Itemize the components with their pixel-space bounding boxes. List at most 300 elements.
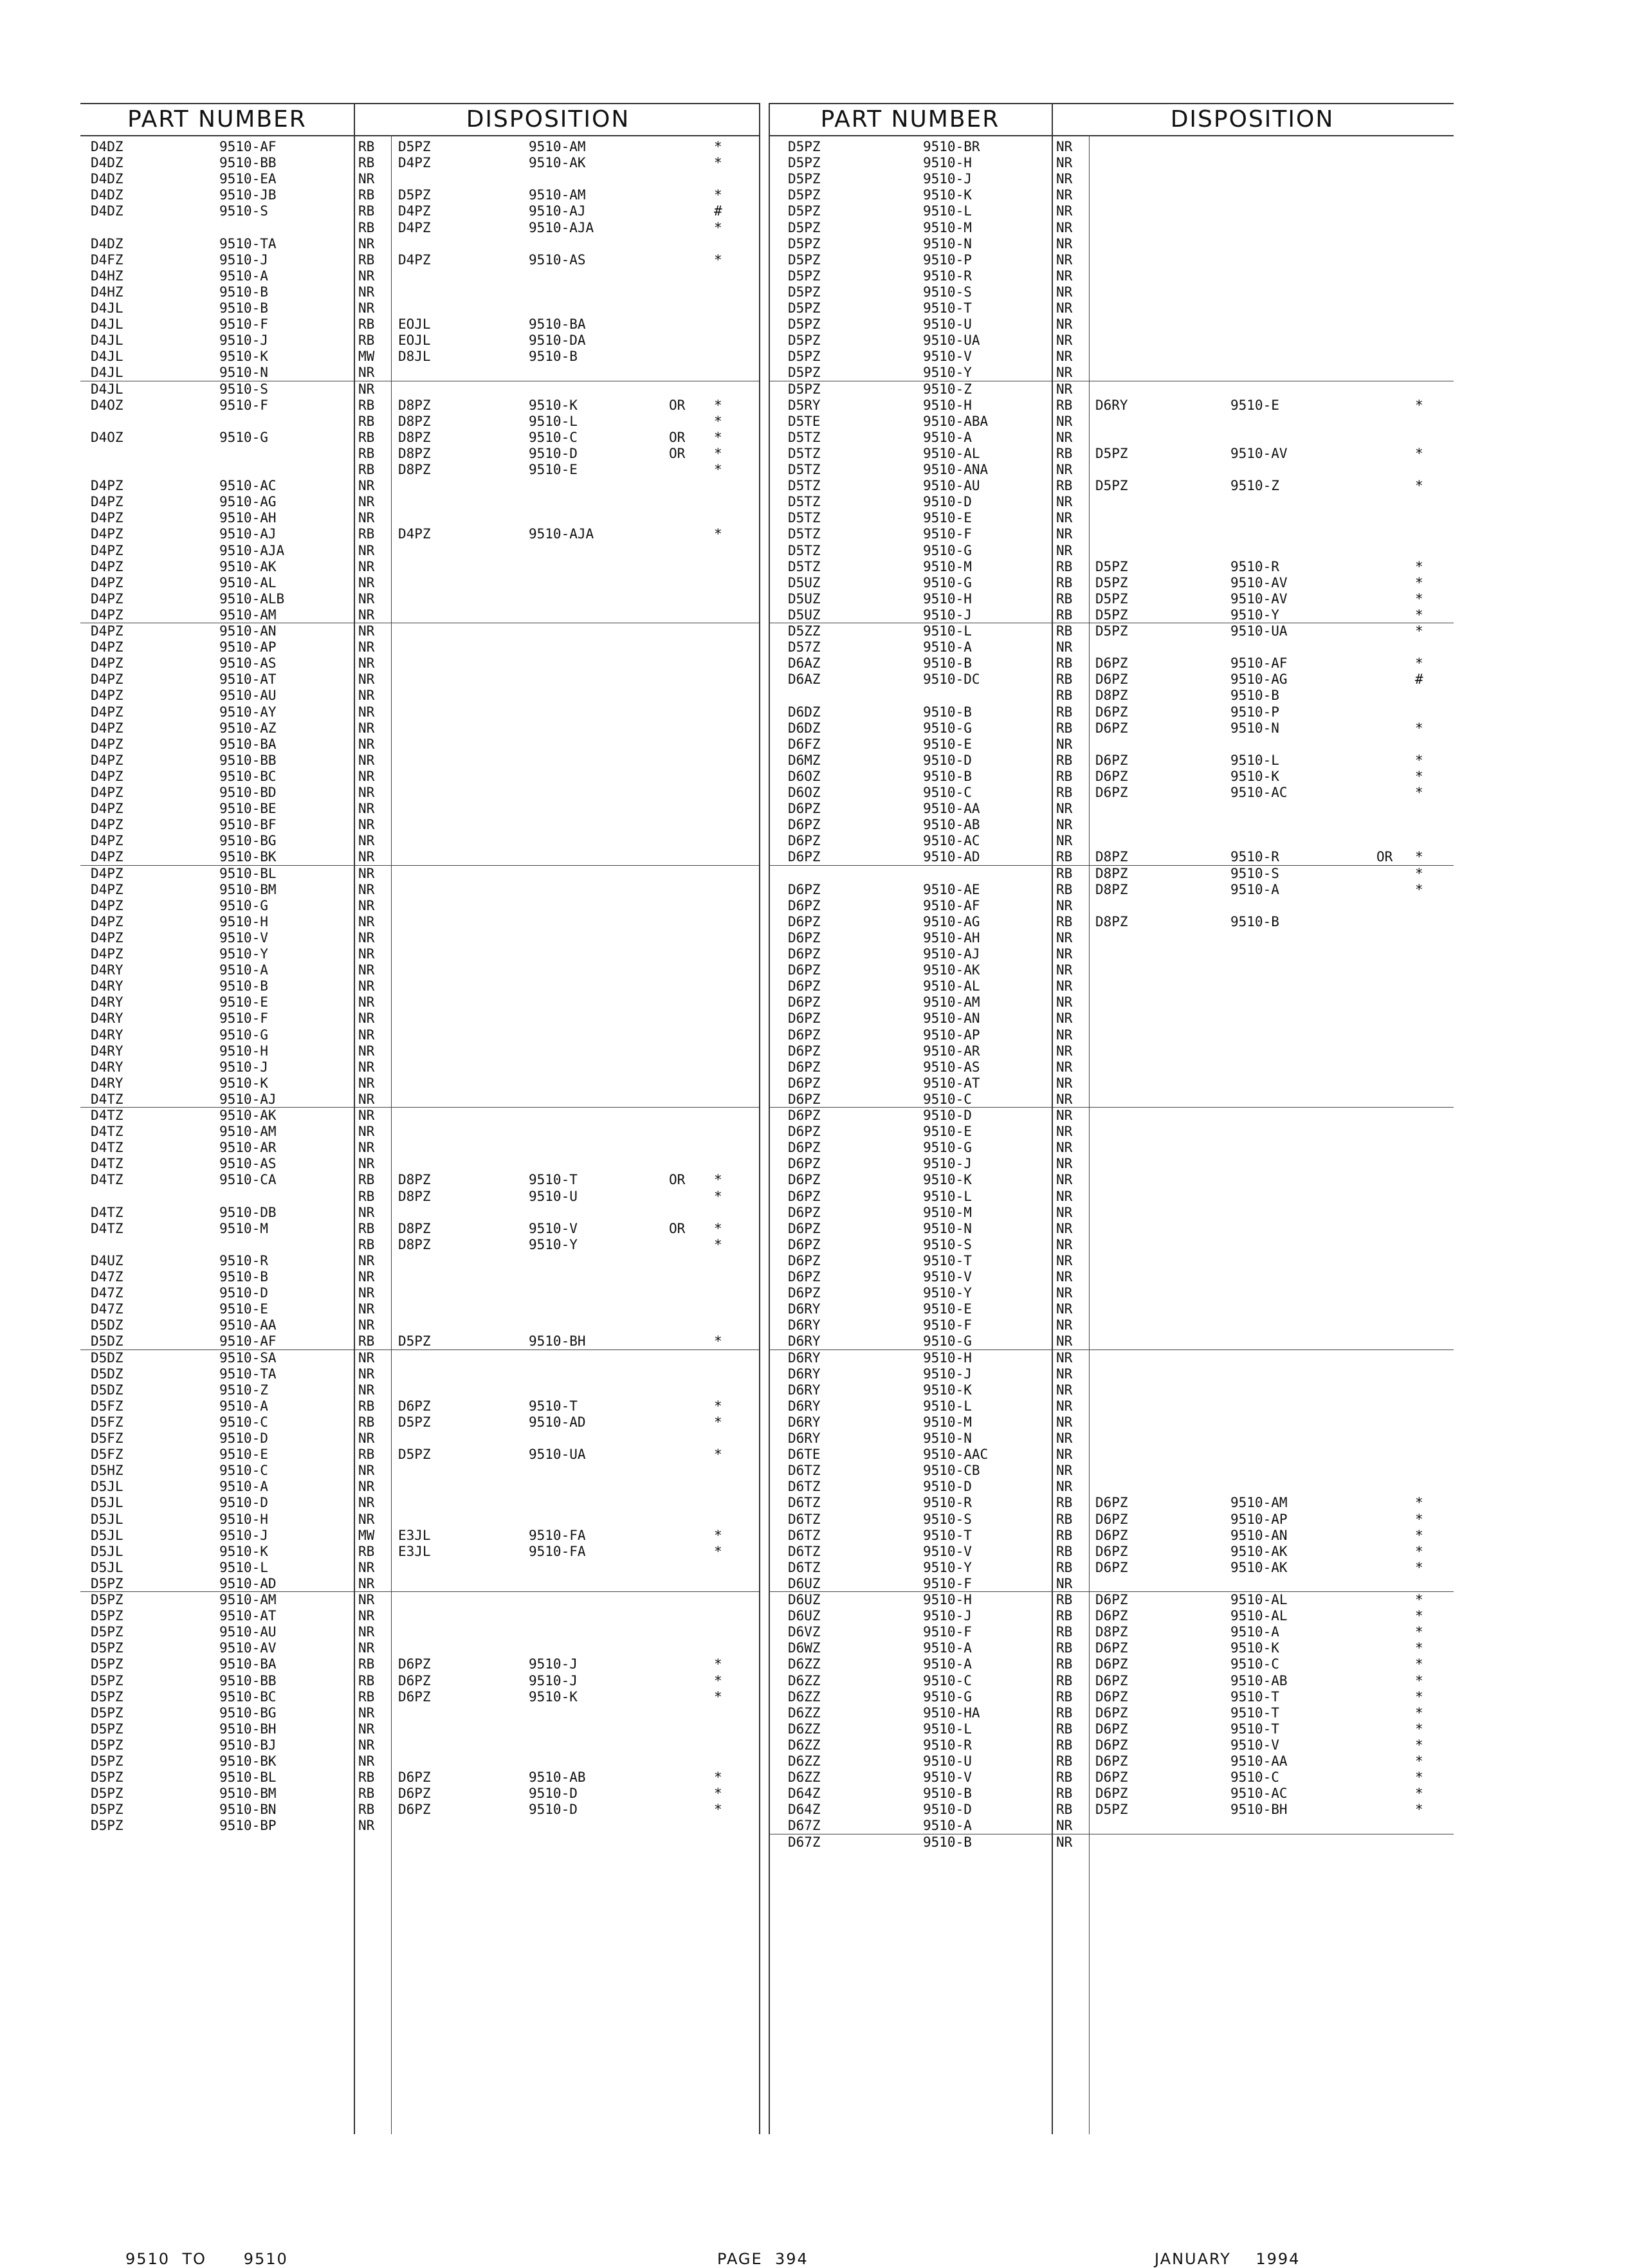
replacement-prefix: D6RY xyxy=(1095,397,1128,413)
table-row xyxy=(769,478,1454,494)
table-row xyxy=(769,1834,1454,1851)
part-number: 9510-E xyxy=(219,1301,268,1317)
code: NR xyxy=(358,881,375,897)
prefix: D5PZ xyxy=(91,1753,123,1769)
mark: * xyxy=(1415,1705,1423,1721)
mark: * xyxy=(1415,785,1423,800)
code: RB xyxy=(358,413,375,429)
replacement-number: 9510-AM xyxy=(529,139,586,154)
table-row xyxy=(769,284,1454,300)
part-number: 9510-J xyxy=(923,1366,972,1382)
prefix: D4JL xyxy=(91,300,123,316)
part-number: 9510-CA xyxy=(219,1172,277,1188)
table-row xyxy=(769,252,1454,268)
code: MW xyxy=(358,1527,375,1543)
prefix: D4PZ xyxy=(91,946,123,962)
replacement-number: 9510-FA xyxy=(529,1543,586,1559)
prefix: D6RY xyxy=(788,1317,821,1333)
replacement-number: 9510-T xyxy=(1230,1721,1279,1737)
code: RB xyxy=(1056,1495,1073,1511)
prefix: D6PZ xyxy=(788,1124,821,1140)
prefix: D5TZ xyxy=(788,478,821,494)
replacement-number: 9510-R xyxy=(1230,558,1279,574)
code: NR xyxy=(358,1511,375,1527)
part-number: 9510-D xyxy=(923,1802,972,1818)
mark: * xyxy=(714,1656,722,1672)
replacement-prefix: D5PZ xyxy=(398,139,431,154)
prefix: D5RY xyxy=(788,397,821,413)
table-row xyxy=(80,994,759,1011)
mark: * xyxy=(714,1172,722,1188)
table-row xyxy=(769,414,1454,430)
prefix: D4DZ xyxy=(91,187,123,203)
replacement-prefix: D8PZ xyxy=(398,429,431,445)
part-number: 9510-H xyxy=(219,1511,268,1527)
code: NR xyxy=(1056,1252,1073,1268)
prefix: D6ZZ xyxy=(788,1705,821,1721)
code: NR xyxy=(1056,833,1073,849)
replacement-number: 9510-U xyxy=(529,1188,578,1204)
part-number: 9510-DC xyxy=(923,672,980,688)
code: NR xyxy=(358,1366,375,1382)
part-number: 9510-AF xyxy=(219,1333,277,1349)
table-row xyxy=(769,1753,1454,1770)
prefix: D5PZ xyxy=(91,1672,123,1688)
part-number: 9510-H xyxy=(923,1349,972,1366)
part-number: 9510-ANA xyxy=(923,462,989,477)
replacement-number: 9510-AV xyxy=(1230,590,1288,607)
part-number: 9510-J xyxy=(923,607,972,623)
prefix: D6ZZ xyxy=(788,1721,821,1737)
prefix: D4PZ xyxy=(91,720,123,736)
table-row xyxy=(80,1075,759,1092)
table-row xyxy=(769,1673,1454,1689)
prefix: D5PZ xyxy=(788,235,821,251)
mark: * xyxy=(714,445,722,461)
or-flag: OR xyxy=(669,445,686,461)
prefix: D6PZ xyxy=(788,897,821,913)
part-number: 9510-BM xyxy=(219,881,277,897)
code: NR xyxy=(1056,251,1073,268)
replacement-number: 9510-B xyxy=(529,349,578,365)
prefix: D4TZ xyxy=(91,1108,123,1123)
prefix: D6TZ xyxy=(788,1527,821,1543)
part-number: 9510-C xyxy=(923,1672,972,1688)
code: NR xyxy=(1056,300,1073,316)
prefix: D47Z xyxy=(91,1285,123,1301)
code: NR xyxy=(1056,187,1073,203)
prefix: D5JL xyxy=(91,1479,123,1495)
mark: * xyxy=(714,139,722,154)
prefix: D6TZ xyxy=(788,1479,821,1495)
code: NR xyxy=(1056,1382,1073,1398)
code: NR xyxy=(1056,462,1073,477)
replacement-prefix: D8PZ xyxy=(398,1220,431,1236)
code: NR xyxy=(1056,1236,1073,1252)
table-row xyxy=(80,1398,759,1414)
code: NR xyxy=(358,590,375,607)
prefix: D4PZ xyxy=(91,655,123,672)
part-number: 9510-BC xyxy=(219,768,277,784)
part-number: 9510-D xyxy=(923,494,972,510)
replacement-prefix: D6PZ xyxy=(398,1802,431,1818)
code: NR xyxy=(1056,1447,1073,1463)
table-row xyxy=(80,462,759,478)
table-row xyxy=(769,1495,1454,1511)
replacement-prefix: D6PZ xyxy=(1095,1511,1128,1527)
prefix: D4PZ xyxy=(91,801,123,817)
prefix: D6PZ xyxy=(788,1204,821,1220)
part-number: 9510-K xyxy=(219,1075,268,1091)
table-row xyxy=(769,704,1454,720)
code: RB xyxy=(1056,688,1073,704)
code: NR xyxy=(358,607,375,623)
part-number: 9510-G xyxy=(219,429,268,445)
prefix: D5TZ xyxy=(788,445,821,461)
table-row xyxy=(80,639,759,655)
replacement-prefix: E3JL xyxy=(398,1527,431,1543)
part-number: 9510-AD xyxy=(923,849,980,865)
replacement-number: 9510-L xyxy=(529,413,578,429)
part-number: 9510-G xyxy=(923,1333,972,1349)
table-row xyxy=(769,333,1454,349)
mark: * xyxy=(1415,865,1423,881)
code: NR xyxy=(1056,639,1073,655)
part-number: 9510-P xyxy=(923,251,972,268)
code: NR xyxy=(358,1753,375,1769)
table-row xyxy=(80,203,759,219)
table-row xyxy=(80,1528,759,1544)
code: NR xyxy=(1056,381,1073,397)
code: RB xyxy=(358,445,375,461)
code: NR xyxy=(358,704,375,720)
code: NR xyxy=(358,913,375,929)
prefix: D6PZ xyxy=(788,817,821,833)
prefix: D4PZ xyxy=(91,736,123,752)
code: RB xyxy=(1056,1753,1073,1769)
replacement-prefix: D6PZ xyxy=(1095,768,1128,784)
prefix: D5TZ xyxy=(788,462,821,477)
part-number: 9510-N xyxy=(923,1431,972,1446)
code: RB xyxy=(1056,478,1073,494)
prefix: D6PZ xyxy=(788,978,821,994)
part-number: 9510-AR xyxy=(923,1043,980,1059)
replacement-number: 9510-E xyxy=(529,462,578,477)
table-row xyxy=(769,171,1454,187)
prefix: D5PZ xyxy=(788,268,821,284)
code: NR xyxy=(1056,929,1073,946)
prefix: D4PZ xyxy=(91,881,123,897)
part-number: 9510-BG xyxy=(219,833,277,849)
prefix: D6RY xyxy=(788,1301,821,1317)
code: RB xyxy=(358,1688,375,1705)
prefix: D67Z xyxy=(788,1834,821,1850)
table-row xyxy=(80,1447,759,1463)
replacement-number: 9510-AB xyxy=(1230,1672,1288,1688)
part-number: 9510-B xyxy=(923,655,972,672)
table-row xyxy=(80,655,759,672)
table-row xyxy=(769,1414,1454,1431)
table-row xyxy=(769,1221,1454,1237)
prefix: D5FZ xyxy=(91,1447,123,1463)
table-row xyxy=(769,639,1454,655)
replacement-number: 9510-C xyxy=(529,429,578,445)
code: NR xyxy=(1056,333,1073,349)
prefix: D4TZ xyxy=(91,1140,123,1156)
prefix: D5DZ xyxy=(91,1317,123,1333)
part-number: 9510-Y xyxy=(923,1559,972,1575)
mark: # xyxy=(714,203,722,219)
code: RB xyxy=(358,462,375,477)
part-number: 9510-BD xyxy=(219,785,277,800)
part-number: 9510-B xyxy=(923,704,972,720)
prefix: D5PZ xyxy=(788,155,821,171)
mark: * xyxy=(1415,1737,1423,1753)
part-number: 9510-AC xyxy=(219,478,277,494)
replacement-prefix: D8PZ xyxy=(1095,881,1128,897)
part-number: 9510-G xyxy=(923,574,972,590)
replacement-prefix: D6PZ xyxy=(1095,1543,1128,1559)
code: NR xyxy=(358,817,375,833)
mark: * xyxy=(1415,1721,1423,1737)
code: NR xyxy=(358,994,375,1011)
code: NR xyxy=(358,752,375,768)
code: NR xyxy=(1056,1220,1073,1236)
part-number: 9510-S xyxy=(923,284,972,300)
replacement-prefix: D5PZ xyxy=(1095,607,1128,623)
prefix: D6PZ xyxy=(788,1043,821,1059)
table-row xyxy=(769,1592,1454,1608)
part-number: 9510-AJ xyxy=(219,526,277,542)
table-row xyxy=(80,1544,759,1560)
part-number: 9510-L xyxy=(923,203,972,219)
table-row xyxy=(80,446,759,462)
prefix: D6PZ xyxy=(788,1285,821,1301)
prefix: D5PZ xyxy=(788,333,821,349)
replacement-prefix: D6PZ xyxy=(1095,655,1128,672)
replacement-number: 9510-A xyxy=(1230,881,1279,897)
code: RB xyxy=(1056,590,1073,607)
table-row xyxy=(769,1350,1454,1366)
code: NR xyxy=(358,1043,375,1059)
table-row xyxy=(80,1770,759,1786)
prefix: D6TZ xyxy=(788,1543,821,1559)
table-row xyxy=(80,1366,759,1382)
part-number: 9510-AK xyxy=(923,962,980,978)
table-row xyxy=(80,1124,759,1140)
part-number: 9510-B xyxy=(219,284,268,300)
table-row xyxy=(80,1818,759,1834)
table-row xyxy=(80,252,759,268)
table-row xyxy=(769,575,1454,591)
mark: * xyxy=(714,1447,722,1463)
part-number: 9510-S xyxy=(219,381,268,397)
prefix: D6PZ xyxy=(788,962,821,978)
table-row xyxy=(80,1673,759,1689)
table-row xyxy=(769,1205,1454,1221)
part-number: 9510-BL xyxy=(219,865,277,881)
footer-range-from: 9510 xyxy=(125,2250,170,2268)
replacement-number: 9510-K xyxy=(529,1688,578,1705)
part-number: 9510-Y xyxy=(219,946,268,962)
code: RB xyxy=(1056,1592,1073,1607)
code: NR xyxy=(1056,1188,1073,1204)
part-number: 9510-AM xyxy=(219,1124,277,1140)
prefix: D4UZ xyxy=(91,1252,123,1268)
code: RB xyxy=(1056,445,1073,461)
table-row xyxy=(769,817,1454,833)
table-row xyxy=(80,833,759,849)
mark: * xyxy=(714,1414,722,1430)
prefix: D4PZ xyxy=(91,494,123,510)
table-row xyxy=(80,817,759,833)
prefix: D5TZ xyxy=(788,494,821,510)
prefix: D47Z xyxy=(91,1269,123,1285)
code: NR xyxy=(1056,1075,1073,1091)
code: NR xyxy=(1056,542,1073,558)
table-row xyxy=(80,187,759,203)
replacement-number: 9510-V xyxy=(529,1220,578,1236)
table-row xyxy=(80,543,759,559)
part-number: 9510-M xyxy=(219,1220,268,1236)
code: NR xyxy=(1056,365,1073,381)
prefix: D6RY xyxy=(788,1382,821,1398)
code: RB xyxy=(1056,607,1073,623)
replacement-number: 9510-Y xyxy=(529,1236,578,1252)
replacement-prefix: D4PZ xyxy=(398,203,431,219)
part-number: 9510-A xyxy=(219,1398,268,1414)
prefix: D4PZ xyxy=(91,752,123,768)
part-number: 9510-N xyxy=(923,1220,972,1236)
table-row xyxy=(80,1189,759,1205)
prefix: D6PZ xyxy=(788,913,821,929)
prefix: D6PZ xyxy=(788,1269,821,1285)
code: RB xyxy=(358,1672,375,1688)
prefix: D4RY xyxy=(91,962,123,978)
code: NR xyxy=(358,1575,375,1591)
prefix: D6PZ xyxy=(788,1172,821,1188)
footer-page-number: 394 xyxy=(774,2250,808,2268)
table-row xyxy=(769,526,1454,542)
part-number: 9510-J xyxy=(923,1608,972,1624)
part-number: 9510-R xyxy=(923,1737,972,1753)
table-row xyxy=(769,430,1454,446)
left-header-part-number: PART NUMBER xyxy=(127,105,307,133)
prefix: D6PZ xyxy=(788,881,821,897)
code: NR xyxy=(358,962,375,978)
replacement-number: 9510-UA xyxy=(1230,623,1288,639)
or-flag: OR xyxy=(669,1172,686,1188)
replacement-prefix: D6PZ xyxy=(1095,672,1128,688)
prefix: D47Z xyxy=(91,1301,123,1317)
table-row xyxy=(769,591,1454,607)
part-number: 9510-E xyxy=(923,510,972,526)
replacement-number: 9510-BH xyxy=(529,1333,586,1349)
code: NR xyxy=(1056,994,1073,1011)
part-number: 9510-V xyxy=(923,349,972,365)
mark: * xyxy=(714,413,722,429)
prefix: D6ZZ xyxy=(788,1753,821,1769)
replacement-prefix: D6PZ xyxy=(398,1688,431,1705)
replacement-number: 9510-BH xyxy=(1230,1802,1288,1818)
part-number: 9510-U xyxy=(923,1753,972,1769)
part-number: 9510-AK xyxy=(219,558,277,574)
replacement-prefix: D8PZ xyxy=(1095,688,1128,704)
replacement-prefix: D6PZ xyxy=(1095,1559,1128,1575)
replacement-prefix: D4PZ xyxy=(398,251,431,268)
code: RB xyxy=(1056,1802,1073,1818)
code: NR xyxy=(358,1124,375,1140)
part-number: 9510-Z xyxy=(923,381,972,397)
part-number: 9510-BN xyxy=(219,1802,277,1818)
table-row xyxy=(80,398,759,414)
prefix: D5DZ xyxy=(91,1382,123,1398)
prefix: D4PZ xyxy=(91,865,123,881)
replacement-number: 9510-B xyxy=(1230,913,1279,929)
table-row xyxy=(80,1802,759,1818)
part-number: 9510-AJ xyxy=(219,1091,277,1107)
table-row xyxy=(769,946,1454,962)
code: RB xyxy=(358,139,375,154)
part-number: 9510-AP xyxy=(923,1027,980,1043)
table-row xyxy=(769,849,1454,865)
prefix: D5PZ xyxy=(91,1786,123,1802)
replacement-prefix: D6PZ xyxy=(1095,1737,1128,1753)
table-row xyxy=(769,1317,1454,1333)
table-row xyxy=(769,1802,1454,1818)
code: NR xyxy=(358,736,375,752)
part-number: 9510-F xyxy=(923,1575,972,1591)
prefix: D4PZ xyxy=(91,768,123,784)
code: NR xyxy=(1056,349,1073,365)
part-number: 9510-BB xyxy=(219,1672,277,1688)
code: NR xyxy=(358,1431,375,1446)
replacement-number: 9510-AL xyxy=(1230,1592,1288,1607)
prefix: D6ZZ xyxy=(788,1737,821,1753)
code: RB xyxy=(358,397,375,413)
mark: * xyxy=(1415,1640,1423,1656)
code: NR xyxy=(358,284,375,300)
replacement-prefix: D5PZ xyxy=(398,1447,431,1463)
replacement-number: 9510-T xyxy=(529,1398,578,1414)
table-row xyxy=(769,1075,1454,1092)
part-number: 9510-T xyxy=(923,1527,972,1543)
code: NR xyxy=(358,655,375,672)
code: NR xyxy=(1056,1091,1073,1107)
code: NR xyxy=(358,1156,375,1172)
code: NR xyxy=(1056,978,1073,994)
table-row xyxy=(80,688,759,704)
table-row xyxy=(80,1576,759,1592)
code: NR xyxy=(358,849,375,865)
prefix: D4PZ xyxy=(91,639,123,655)
replacement-prefix: D6PZ xyxy=(398,1656,431,1672)
or-flag: OR xyxy=(1376,849,1393,865)
replacement-prefix: D5PZ xyxy=(1095,590,1128,607)
part-number: 9510-E xyxy=(219,1447,268,1463)
table-row xyxy=(769,1333,1454,1349)
replacement-prefix: D4PZ xyxy=(398,219,431,235)
prefix: D6UZ xyxy=(788,1575,821,1591)
part-number: 9510-C xyxy=(219,1414,268,1430)
prefix: D6PZ xyxy=(788,994,821,1011)
code: NR xyxy=(358,785,375,800)
table-row xyxy=(769,462,1454,478)
replacement-prefix: D6PZ xyxy=(1095,752,1128,768)
prefix: D5JL xyxy=(91,1527,123,1543)
replacement-number: 9510-Z xyxy=(1230,478,1279,494)
part-number: 9510-AH xyxy=(923,929,980,946)
